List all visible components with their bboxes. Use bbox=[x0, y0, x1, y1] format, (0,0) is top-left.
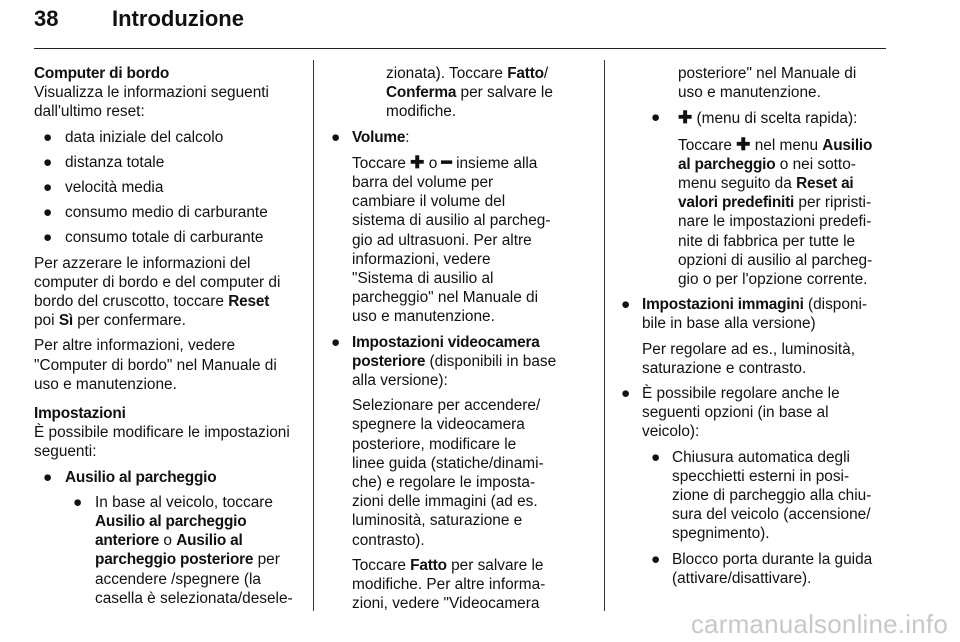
page-number: 38 bbox=[34, 6, 59, 31]
column-3 bbox=[621, 64, 890, 588]
list-item: ● Chiusura automatica degli specchietti esterni in posi- zione di parcheggio alla chiu- sura del veicolo (accensione/ spegnimento). bbox=[651, 448, 872, 543]
list-item: ● Blocco porta durante la guida (attivare/disattivare). bbox=[651, 550, 873, 587]
bullet-icon: ● bbox=[651, 109, 661, 127]
settings-intro: È possibile modificare le impostazioni seguenti: bbox=[34, 424, 290, 461]
settings-list bbox=[34, 468, 302, 608]
column-2 bbox=[331, 64, 592, 613]
column-divider-right bbox=[604, 60, 605, 611]
reset-paragraph: Per azzerare le informazioni del computer di bordo e del computer di bordo del cruscotto, toccare Reset poi Sì per confermare. bbox=[34, 254, 281, 330]
bullet-icon: ● bbox=[43, 229, 53, 247]
bullet-icon: ● bbox=[43, 153, 53, 171]
list-item: ● velocità media bbox=[43, 179, 164, 197]
settings-heading: Impostazioni bbox=[34, 405, 126, 423]
reset-items-list bbox=[34, 128, 302, 248]
continued-text: posteriore" nel Manuale di uso e manutenzione. bbox=[678, 65, 857, 102]
page-header bbox=[34, 2, 886, 49]
plus-icon: ✚ bbox=[736, 134, 751, 154]
column-1 bbox=[34, 64, 302, 608]
bullet-icon: ● bbox=[621, 385, 631, 403]
si-label: Sì bbox=[58, 312, 73, 330]
column-divider-left bbox=[313, 60, 314, 611]
list-item: ● data iniziale del calcolo bbox=[43, 128, 224, 146]
bullet-icon: ● bbox=[331, 333, 341, 351]
list-item: ● consumo medio di carburante bbox=[43, 204, 268, 222]
bullet-icon: ● bbox=[651, 448, 661, 466]
col2-list bbox=[331, 128, 592, 614]
list-item: ● distanza totale bbox=[43, 153, 165, 171]
more-info-paragraph: Per altre informazioni, vedere "Computer di bordo" nel Manuale di uso e manutenzione. bbox=[34, 337, 277, 393]
list-item: ● consumo totale di carburante bbox=[43, 229, 264, 247]
list-item: ● Ausilio al parcheggio bbox=[43, 468, 217, 486]
list-item: ● ✚ (menu di scelta rapida): Toccare ✚ nel menu Ausilio al parcheggio o nei sotto- menu seguito da Reset ai valori predefiniti per ripristi- nare le impostazioni predefi- nite di fabbrica per tutte le opzioni di ausilio al parcheg- gio o per l'opzione corrente. bbox=[651, 108, 873, 289]
list-item: ● In base al veicolo, toccare Ausilio al parcheggio anteriore o Ausilio al parcheggio posteriore per accendere /spegnere (la casella è selezionata/desele- bbox=[73, 493, 293, 607]
bullet-icon: ● bbox=[43, 468, 53, 486]
plus-icon: ✚ bbox=[678, 108, 693, 128]
page-title: Introduzione bbox=[112, 6, 244, 31]
bullet-icon: ● bbox=[43, 179, 53, 197]
list-item: ● Impostazioni videocamera posteriore (disponibili in base alla versione): Selezionare per accendere/ spegnere la videocamera posteriore, modificare le linee guida (statiche/dinami- che) e regolare le imposta- zioni delle immagini (ad es. luminosità, saturazione e contrasto). Toccare Fatto per salvare le modifiche. Per altre informa- zioni, vedere "Videocamera bbox=[331, 333, 557, 613]
bullet-icon: ● bbox=[651, 550, 661, 568]
reset-label: Reset bbox=[228, 293, 270, 311]
list-item: ● Impostazioni immagini (disponi- bile in base alla versione) Per regolare ad es., luminosità, saturazione e contrasto. bbox=[621, 296, 868, 377]
list-item: ● Volume: Toccare ✚ o ━ insieme alla barra del volume per cambiare il volume del sistema di ausilio al parcheg- gio ad ultrasuoni. Per altre informazioni, vedere "Sistema di ausilio al parcheggio" nel Manuale di uso e manutenzione. bbox=[331, 128, 551, 326]
bullet-icon: ● bbox=[621, 296, 631, 314]
plus-icon: ✚ bbox=[410, 152, 425, 172]
bullet-icon: ● bbox=[43, 204, 53, 222]
watermark: carmanualsonline.info bbox=[690, 609, 948, 639]
bullet-icon: ● bbox=[331, 128, 341, 146]
continued-text: zionata). Toccare Fatto/ Conferma per salvare le modifiche. bbox=[386, 65, 553, 121]
bullet-icon: ● bbox=[43, 128, 53, 146]
col3-list-nested bbox=[624, 108, 890, 289]
computer-heading: Computer di bordo bbox=[34, 65, 170, 82]
computer-intro: Visualizza le informazioni seguenti dall'ultimo reset: bbox=[34, 84, 269, 121]
col3-list bbox=[621, 295, 890, 588]
bullet-icon: ● bbox=[73, 493, 83, 511]
minus-icon: ━ bbox=[441, 152, 452, 172]
list-item: ● È possibile regolare anche le seguenti opzioni (in base al veicolo): bbox=[621, 385, 840, 441]
